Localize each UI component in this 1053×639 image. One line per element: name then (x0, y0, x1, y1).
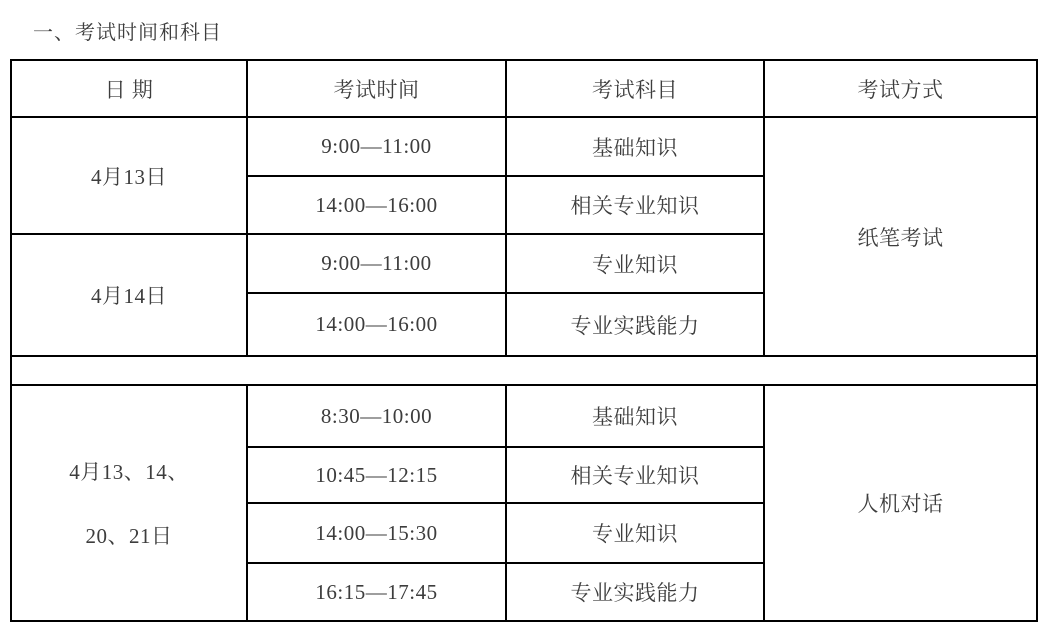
date-line-1: 4月13、14、 (69, 460, 189, 484)
table-row (11, 117, 1037, 176)
date-cell (11, 385, 247, 621)
page-title: 一、考试时间和科目 (33, 22, 222, 44)
spacer-row (11, 356, 1037, 385)
time-cell: 9:00—11:00 (247, 234, 506, 293)
header-cell-subject: 考试科目 (506, 60, 764, 117)
table-row (11, 385, 1037, 447)
exam-schedule-table (10, 59, 1038, 622)
subject-cell: 专业实践能力 (506, 293, 764, 356)
method-cell: 纸笔考试 (764, 117, 1037, 356)
subject-cell: 专业实践能力 (506, 563, 764, 621)
subject-cell: 相关专业知识 (506, 447, 764, 503)
time-cell: 14:00—16:00 (247, 176, 506, 234)
spacer-cell (11, 356, 1037, 385)
date-cell: 4月14日 (11, 234, 247, 356)
method-cell: 人机对话 (764, 385, 1037, 621)
subject-cell: 专业知识 (506, 234, 764, 293)
table-header-row (11, 60, 1037, 117)
date-line-2: 20、21日 (85, 524, 173, 548)
subject-cell: 相关专业知识 (506, 176, 764, 234)
time-cell: 10:45—12:15 (247, 447, 506, 503)
subject-cell: 基础知识 (506, 117, 764, 176)
time-cell: 14:00—15:30 (247, 503, 506, 563)
header-cell-time: 考试时间 (247, 60, 506, 117)
time-cell: 14:00—16:00 (247, 293, 506, 356)
subject-cell: 专业知识 (506, 503, 764, 563)
date-cell: 4月13日 (11, 117, 247, 234)
header-cell-method: 考试方式 (764, 60, 1037, 117)
subject-cell: 基础知识 (506, 385, 764, 447)
time-cell: 16:15—17:45 (247, 563, 506, 621)
header-cell-date: 日 期 (11, 60, 247, 117)
time-cell: 9:00—11:00 (247, 117, 506, 176)
time-cell: 8:30—10:00 (247, 385, 506, 447)
